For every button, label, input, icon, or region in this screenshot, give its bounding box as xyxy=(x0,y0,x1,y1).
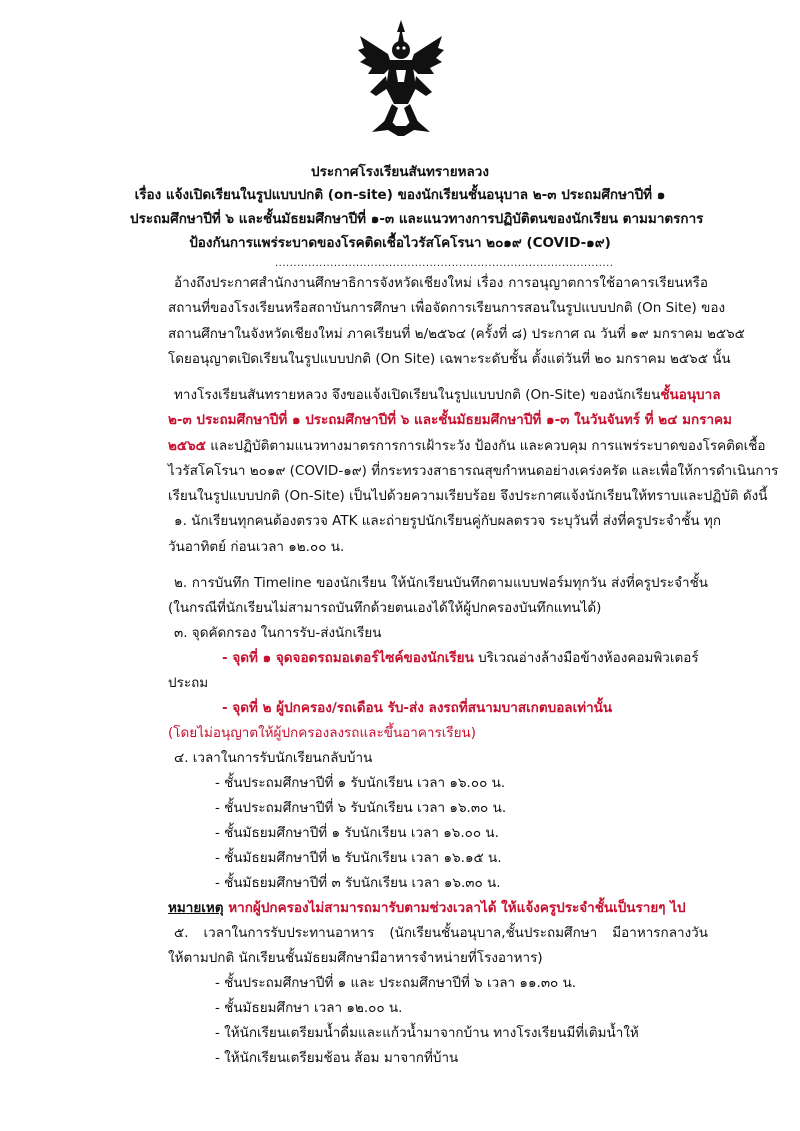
para2-line-2: ๒-๓ ประถมศึกษาปีที่ ๑ ประถมศึกษาปีที่ ๖ และชั้นมัธยมศึกษาปีที่ ๑-๓ ในวันจันทร์ ที่ ๒๔ มกราคม xyxy=(168,412,732,428)
item3-title: ๓. จุดคัดกรอง ในการรับ-ส่งนักเรียน xyxy=(174,625,382,641)
para2-highlight-year: ๒๕๖๕ xyxy=(168,438,206,454)
lunch-time-row: - ให้นักเรียนเตรียมน้ำดื่มและแก้วน้ำมาจากบ้าน ทางโรงเรียนมีที่เติมน้ำให้ xyxy=(215,1025,639,1041)
announcement-title: ประกาศโรงเรียนสันทรายหลวง xyxy=(311,164,489,180)
para1-line-3: สถานศึกษาในจังหวัดเชียงใหม่ ภาคเรียนที่ ๒/๒๕๖๔ (ครั้งที่ ๘) ประกาศ ณ วันที่ ๑๙ มกราคม ๒๕๖๕ xyxy=(168,326,745,342)
para1-line-4: โดยอนุญาตเปิดเรียนในรูปแบบปกติ (On Site) เฉพาะระดับชั้น ตั้งแต่วันที่ ๒๐ มกราคม ๒๕๖๕ นั้น xyxy=(168,351,731,367)
para2-line-3 xyxy=(168,434,766,456)
para2-line-4: ไวรัสโคโรนา ๒๐๑๙ (COVID-๑๙) ที่กระทรวงสาธารณสุขกำหนดอย่างเคร่งครัด และเพื่อให้การดำเนินการ xyxy=(168,463,779,479)
para2-highlight-grades: ชั้นอนุบาล xyxy=(660,387,721,403)
pickup-time-row: - ชั้นมัธยมศึกษาปีที่ ๒ รับนักเรียน เวลา ๑๖.๑๕ น. xyxy=(215,850,502,866)
pickup-note-text: หากผู้ปกครองไม่สามารถมารับตามช่วงเวลาได้ ให้แจ้งครูประจำชั้นเป็นรายๆ ไป xyxy=(223,900,686,916)
pickup-note-label: หมายเหตุ xyxy=(168,900,224,916)
item2-line-1: ๒. การบันทึก Timeline ของนักเรียน ให้นักเรียนบันทึกตามแบบฟอร์มทุกวัน ส่งที่ครูประจำชั้น xyxy=(174,575,708,591)
para1-line-2: สถานที่ของโรงเรียนหรือสถาบันการศึกษา เพื่อจัดการเรียนการสอนในรูปแบบปกติ (On Site) ของ xyxy=(168,300,726,316)
subject-line-2: ประถมศึกษาปีที่ ๖ และชั้นมัธยมศึกษาปีที่ ๑-๓ และแนวทางการปฏิบัติตนของนักเรียน ตามมาตรการ xyxy=(130,211,704,227)
item3-point-2: - จุดที่ ๒ ผู้ปกครอง/รถเดือน รับ-ส่ง ลงรถที่สนามบาสเกตบอลเท่านั้น xyxy=(222,700,613,716)
para2-line-3-text: และปฏิบัติตามแนวทางมาตรการการเฝ้าระวัง ป้องกัน และควบคุม การแพร่ระบาดของโรคติดเชื้อ xyxy=(205,438,766,454)
para2-line-5: เรียนในรูปแบบปกติ (On-Site) เป็นไปด้วยความเรียบร้อย จึงประกาศแจ้งนักเรียนให้ทราบและปฏิบัติ ดังนี้ xyxy=(168,488,768,504)
lunch-time-row: - ชั้นมัธยมศึกษา เวลา ๑๒.๐๐ น. xyxy=(215,1000,403,1016)
pickup-time-row: - ชั้นประถมศึกษาปีที่ ๖ รับนักเรียน เวลา ๑๖.๓๐ น. xyxy=(215,800,507,816)
subject-line-3: ป้องกันการแพร่ระบาดของโรคติดเชื้อไวรัสโคโรนา ๒๐๑๙ (COVID-๑๙) xyxy=(189,235,611,251)
item2-line-2: (ในกรณีที่นักเรียนไม่สามารถบันทึกด้วยตนเองได้ให้ผู้ปกครองบันทึกแทนได้) xyxy=(168,600,602,616)
garuda-emblem xyxy=(358,18,444,136)
item3-point-1-label: จุดที่ ๑ จุดจอดรถมอเตอร์ไซค์ของนักเรียน xyxy=(232,650,474,666)
pickup-time-row: - ชั้นมัธยมศึกษาปีที่ ๑ รับนักเรียน เวลา ๑๖.๐๐ น. xyxy=(215,825,499,841)
item3-point-1 xyxy=(222,646,708,668)
lunch-time-row: - ให้นักเรียนเตรียมช้อน ส้อม มาจากที่บ้าน xyxy=(215,1050,459,1066)
separator-line: ............................................................................................ xyxy=(275,258,614,269)
lunch-time-row: - ชั้นประถมศึกษาปีที่ ๑ และ ประถมศึกษาปีที่ ๖ เวลา ๑๑.๓๐ น. xyxy=(215,975,577,991)
subject-line-1: เรื่อง แจ้งเปิดเรียนในรูปแบบปกติ (on-site) ของนักเรียนชั้นอนุบาล ๒-๓ ประถมศึกษาปีที่ ๑ xyxy=(134,187,666,203)
para1-line-1: อ้างถึงประกาศสำนักงานศึกษาธิการจังหวัดเชียงใหม่ เรื่อง การอนุญาตการใช้อาคารเรียนหรือ xyxy=(174,275,708,291)
item3-point-1-cont: ประถม xyxy=(168,675,209,691)
item3-point-1-dash: - xyxy=(222,650,233,666)
item4-title: ๔. เวลาในการรับนักเรียนกลับบ้าน xyxy=(174,750,373,766)
para2-line-1-text: ทางโรงเรียนสันทรายหลวง จึงขอแจ้งเปิดเรียนในรูปแบบปกติ (On-Site) ของนักเรียน xyxy=(174,387,661,403)
item1-line-2: วันอาทิตย์ ก่อนเวลา ๑๒.๐๐ น. xyxy=(168,539,345,555)
para2-line-1 xyxy=(174,383,721,405)
pickup-note xyxy=(168,896,686,918)
pickup-time-row: - ชั้นประถมศึกษาปีที่ ๑ รับนักเรียน เวลา ๑๖.๐๐ น. xyxy=(215,775,506,791)
pickup-time-row: - ชั้นมัธยมศึกษาปีที่ ๓ รับนักเรียน เวลา ๑๖.๓๐ น. xyxy=(215,875,501,891)
item5-line-2: ให้ตามปกติ นักเรียนชั้นมัธยมศึกษามีอาหารจำหน่ายที่โรงอาหาร) xyxy=(168,950,543,966)
item3-point-1-detail: บริเวณอ่างล้างมือข้างห้องคอมพิวเตอร์ xyxy=(473,650,699,666)
item5-line-1: ๕. เวลาในการรับประทานอาหาร (นักเรียนชั้นอนุบาล,ชั้นประถมศึกษา มีอาหารกลางวัน xyxy=(174,925,708,941)
item1-line-1: ๑. นักเรียนทุกคนต้องตรวจ ATK และถ่ายรูปนักเรียนคู่กับผลตรวจ ระบุวันที่ ส่งที่ครูประจำชั้น ทุก xyxy=(174,513,722,529)
item3-point-2-note: (โดยไม่อนุญาตให้ผู้ปกครองลงรถและขึ้นอาคารเรียน) xyxy=(168,725,476,741)
